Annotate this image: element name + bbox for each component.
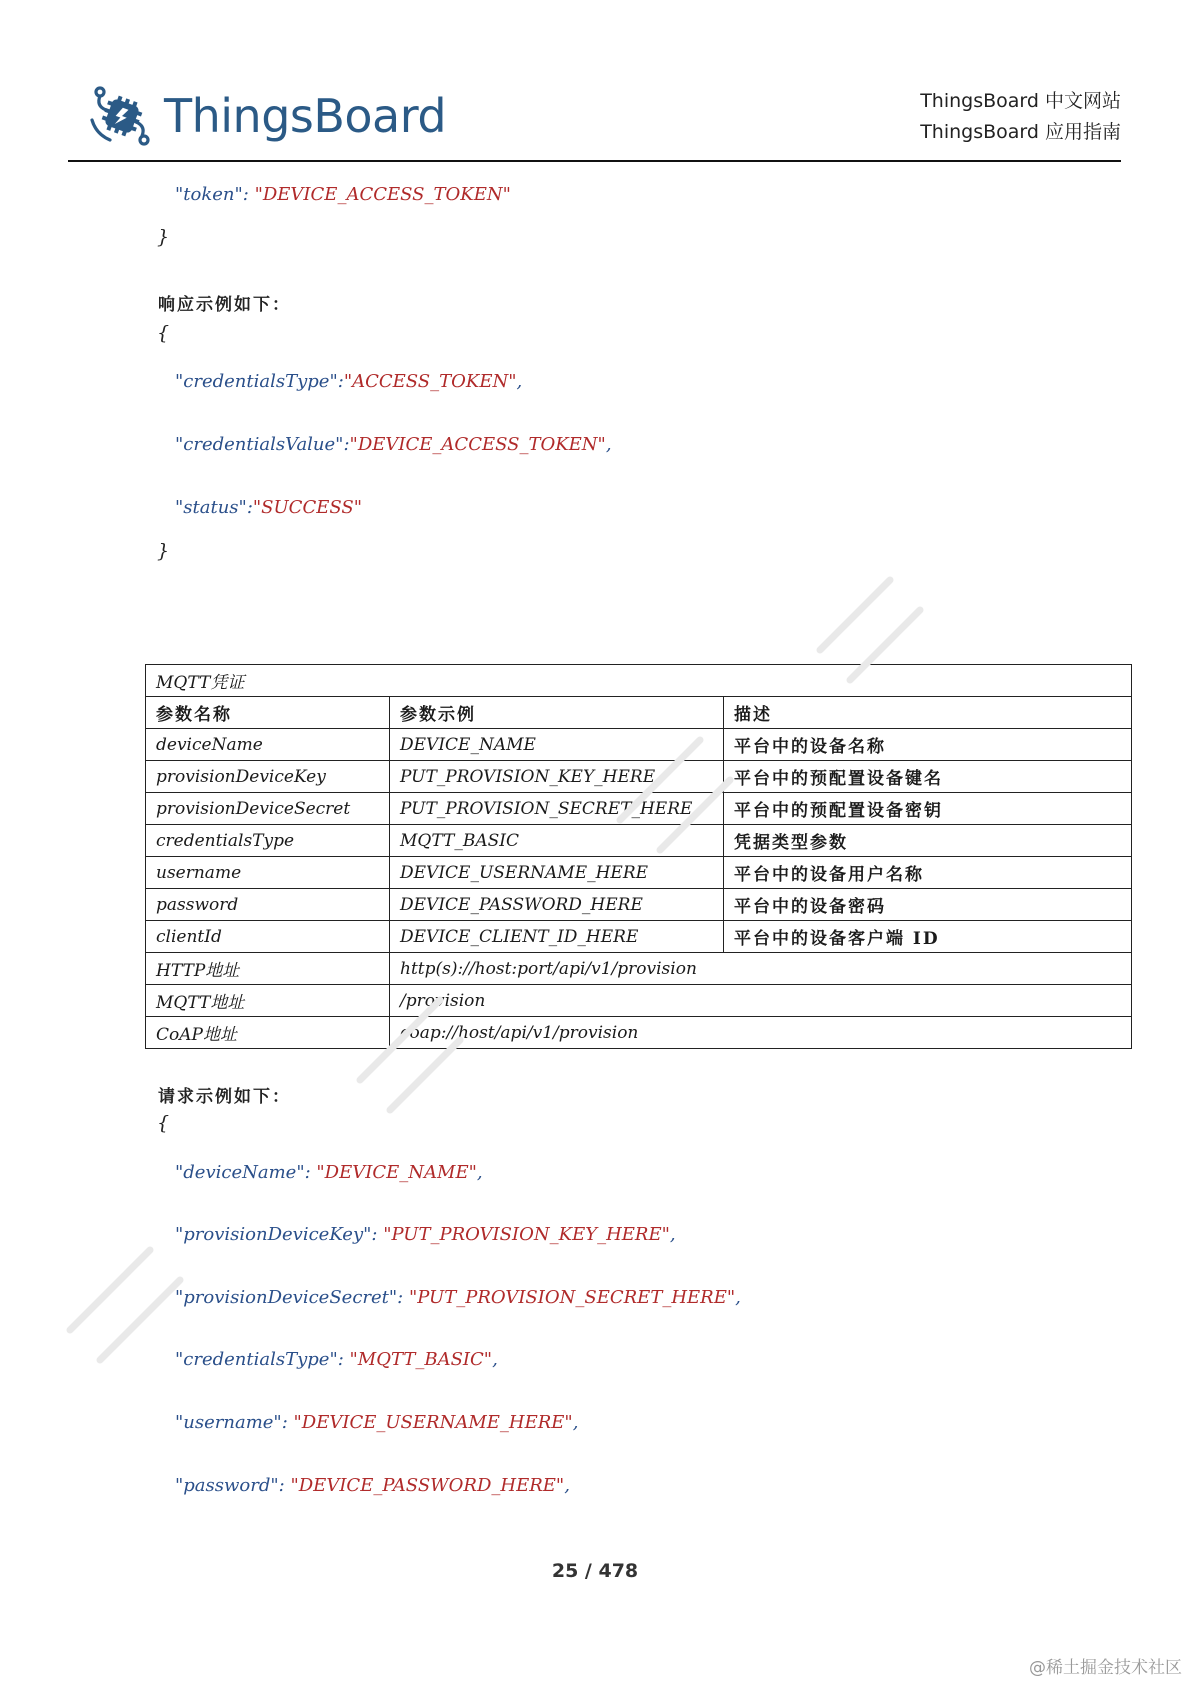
logo-text: ThingsBoard <box>164 89 447 143</box>
page-number: 25 / 478 <box>551 1560 639 1582</box>
column-header: 描述 <box>724 697 1132 729</box>
thingsboard-logo-icon <box>86 80 158 152</box>
param-example: PUT_PROVISION_KEY_HERE <box>390 761 724 793</box>
param-example: DEVICE_CLIENT_ID_HERE <box>390 921 724 953</box>
code-line: "credentialsType":"ACCESS_TOKEN", <box>175 371 523 392</box>
column-header: 参数名称 <box>146 697 390 729</box>
code-line: "deviceName": "DEVICE_NAME", <box>175 1162 483 1183</box>
code-line: "provisionDeviceSecret": "PUT_PROVISION_SECRET_HERE", <box>175 1287 741 1308</box>
param-example: DEVICE_PASSWORD_HERE <box>390 889 724 921</box>
table-row <box>146 889 1132 921</box>
table-title-row <box>146 665 1132 697</box>
param-example: DEVICE_NAME <box>390 729 724 761</box>
param-description: 平台中的预配置设备键名 <box>724 761 1132 793</box>
table-header-row <box>146 697 1132 729</box>
param-name: clientId <box>146 921 390 953</box>
address-row <box>146 953 1132 985</box>
param-description: 平台中的设备名称 <box>724 729 1132 761</box>
address-value: /provision <box>390 985 1132 1017</box>
param-name: provisionDeviceKey <box>146 761 390 793</box>
open-brace: { <box>157 322 170 344</box>
param-name: deviceName <box>146 729 390 761</box>
code-line: "credentialsType": "MQTT_BASIC", <box>175 1349 498 1370</box>
param-example: PUT_PROVISION_SECRET_HERE <box>390 793 724 825</box>
table-row <box>146 857 1132 889</box>
param-name: username <box>146 857 390 889</box>
code-line: "provisionDeviceKey": "PUT_PROVISION_KEY_HERE", <box>175 1224 676 1245</box>
table-title: MQTT凭证 <box>146 665 1132 697</box>
param-example: DEVICE_USERNAME_HERE <box>390 857 724 889</box>
corner-watermark: @稀土掘金技术社区 <box>1029 1658 1182 1678</box>
request-example-label: 请求示例如下： <box>158 1087 291 1107</box>
site-info <box>920 86 1121 148</box>
code-line: "credentialsValue":"DEVICE_ACCESS_TOKEN", <box>175 434 612 455</box>
address-label: HTTP地址 <box>146 953 390 985</box>
address-value: http(s)://host:port/api/v1/provision <box>390 953 1132 985</box>
address-value: coap://host/api/v1/provision <box>390 1017 1132 1049</box>
param-name: credentialsType <box>146 825 390 857</box>
site-line-2: ThingsBoard 应用指南 <box>920 121 1121 143</box>
response-example-label: 响应示例如下： <box>158 295 291 315</box>
page-header <box>68 72 1121 162</box>
param-description: 平台中的设备用户名称 <box>724 857 1132 889</box>
code-line-token: "token": "DEVICE_ACCESS_TOKEN" <box>175 184 511 205</box>
param-description: 平台中的设备客户端 ID <box>724 921 1132 953</box>
address-label: MQTT地址 <box>146 985 390 1017</box>
close-brace: } <box>157 540 170 562</box>
site-line-1: ThingsBoard 中文网站 <box>920 90 1121 112</box>
mqtt-credentials-table <box>145 664 1132 1049</box>
thingsboard-logo <box>86 80 446 152</box>
table-row <box>146 793 1132 825</box>
param-example: MQTT_BASIC <box>390 825 724 857</box>
code-line: "status":"SUCCESS" <box>175 497 362 518</box>
code-line: "username": "DEVICE_USERNAME_HERE", <box>175 1412 579 1433</box>
close-brace: } <box>157 226 170 248</box>
address-row <box>146 985 1132 1017</box>
param-description: 平台中的预配置设备密钥 <box>724 793 1132 825</box>
table-row <box>146 921 1132 953</box>
table-row <box>146 761 1132 793</box>
code-line: "password": "DEVICE_PASSWORD_HERE", <box>175 1475 570 1496</box>
param-name: provisionDeviceSecret <box>146 793 390 825</box>
header-divider <box>68 160 1121 162</box>
param-description: 凭据类型参数 <box>724 825 1132 857</box>
address-row <box>146 1017 1132 1049</box>
param-name: password <box>146 889 390 921</box>
address-label: CoAP地址 <box>146 1017 390 1049</box>
table-row <box>146 825 1132 857</box>
column-header: 参数示例 <box>390 697 724 729</box>
open-brace: { <box>157 1112 170 1134</box>
table-row <box>146 729 1132 761</box>
param-description: 平台中的设备密码 <box>724 889 1132 921</box>
